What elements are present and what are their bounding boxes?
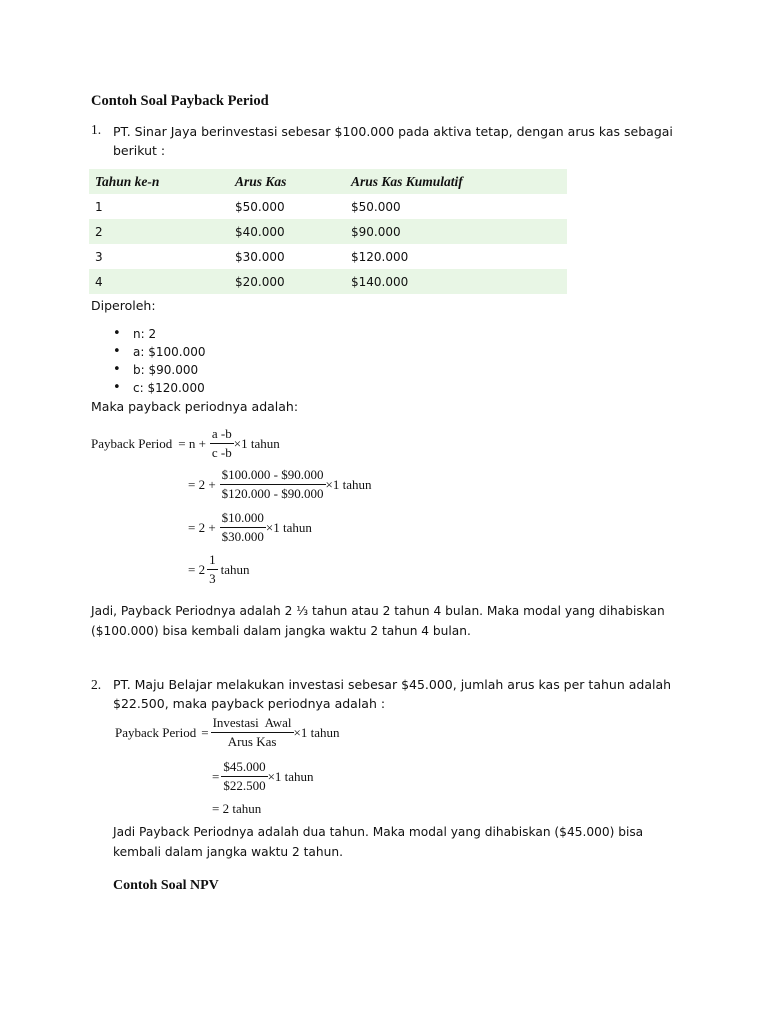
conclusion2-line2: kembali dalam jangka waktu 2 tahun. (113, 845, 343, 859)
fraction-denominator: $22.500 (223, 778, 266, 793)
formula1-eq: = n + (178, 435, 206, 451)
fraction-numerator: a -b (210, 426, 234, 444)
list-item: • b: $90.000 (113, 361, 205, 379)
item1-number: 1. (91, 122, 102, 137)
item1-text-line2: berikut : (113, 143, 166, 158)
table-cell: 3 (95, 249, 103, 264)
fraction-denominator: $30.000 (221, 529, 264, 544)
table-cell: $20.000 (235, 274, 285, 289)
table-cell: $120.000 (351, 249, 409, 264)
table-cell: $90.000 (351, 224, 401, 239)
formula1-fraction2 (220, 467, 326, 502)
formula2-times2: ×1 tahun (267, 768, 314, 784)
formula1-times2: ×1 tahun (325, 476, 372, 492)
formula2-fraction (211, 715, 294, 750)
table-cell: $50.000 (351, 199, 401, 214)
conclusion2-line1: Jadi Payback Periodnya adalah dua tahun. Maka modal yang dihabiskan ($45.000) bisa (113, 825, 644, 839)
formula2-result: = 2 tahun (212, 801, 262, 816)
formula2-line1 (115, 715, 340, 750)
formula1-line1 (91, 426, 280, 461)
formula1-fraction4 (207, 552, 218, 587)
formula1-line2 (188, 467, 371, 502)
table-header-cell: Tahun ke-n (95, 173, 160, 189)
table-cell: $140.000 (351, 274, 409, 289)
fraction-numerator: Investasi Awal (211, 715, 294, 733)
table-header-row (89, 169, 567, 194)
obtained-values-list (113, 325, 205, 397)
list-item: • n: 2 (113, 325, 205, 343)
fraction-numerator: $100.000 - $90.000 (220, 467, 326, 485)
conclusion1 (91, 601, 679, 641)
formula2-fraction2 (221, 759, 267, 794)
list-item: • c: $120.000 (113, 379, 205, 397)
table-row (89, 244, 567, 269)
formula2-eq2: = (212, 768, 220, 784)
formula1-eq3: = 2 + (188, 519, 216, 535)
item1-text-line1: PT. Sinar Jaya berinvestasi sebesar $100.000 pada aktiva tetap, dengan arus kas sebagai (113, 124, 673, 139)
formula2-times: ×1 tahun (293, 724, 340, 740)
table-cell: 1 (95, 199, 103, 214)
fraction-denominator: Arus Kas (227, 734, 277, 749)
formula1-line4 (188, 552, 249, 587)
formula1-tahun: tahun (220, 561, 250, 577)
table-row (89, 219, 567, 244)
formula2-label: Payback Period (115, 724, 197, 740)
item2-number: 2. (91, 677, 102, 692)
fraction-numerator: $45.000 (221, 759, 267, 777)
list-item: • a: $100.000 (113, 343, 205, 361)
formula1-eq2: = 2 + (188, 476, 216, 492)
formula1-eq4: = 2 (188, 561, 206, 577)
cash-flow-table (89, 169, 567, 294)
fraction-numerator: 1 (207, 552, 218, 570)
item2-text-line2: $22.500, maka payback periodnya adalah : (113, 696, 386, 711)
table-row (89, 269, 567, 294)
fraction-numerator: $10.000 (220, 510, 266, 528)
table-row (89, 194, 567, 219)
heading-npv: Contoh Soal NPV (113, 878, 219, 893)
formula2-line2 (212, 759, 314, 794)
table-cell: $30.000 (235, 249, 285, 264)
table-cell: 2 (95, 224, 103, 239)
table-cell: $50.000 (235, 199, 285, 214)
conclusion2 (113, 822, 679, 862)
table-header-cell: Arus Kas (235, 173, 287, 189)
table-header-cell: Arus Kas Kumulatif (351, 173, 463, 189)
formula1-fraction (210, 426, 234, 461)
item2-text-line1: PT. Maju Belajar melakukan investasi sebesar $45.000, jumlah arus kas per tahun adalah (113, 677, 672, 692)
conclusion1-line2: ($100.000) bisa kembali dalam jangka waktu 2 tahun 4 bulan. (91, 624, 471, 638)
formula2-eq: = (201, 724, 209, 740)
formula1-label: Payback Period (91, 435, 173, 451)
conclusion1-line1: Jadi, Payback Periodnya adalah 2 ⅓ tahun atau 2 tahun 4 bulan. Maka modal yang dihabiskan (91, 604, 665, 618)
maka-text: Maka payback periodnya adalah: (91, 399, 299, 414)
formula1-times: ×1 tahun (233, 435, 280, 451)
fraction-denominator: 3 (209, 571, 216, 586)
table-cell: 4 (95, 274, 103, 289)
formula1-fraction3 (220, 510, 266, 545)
formula1-times3: ×1 tahun (265, 519, 312, 535)
diperoleh-label: Diperoleh: (91, 298, 156, 313)
heading-payback-period: Contoh Soal Payback Period (91, 93, 269, 109)
formula1-line3 (188, 510, 312, 545)
fraction-denominator: $120.000 - $90.000 (221, 486, 324, 501)
fraction-denominator: c -b (211, 445, 232, 460)
table-cell: $40.000 (235, 224, 285, 239)
